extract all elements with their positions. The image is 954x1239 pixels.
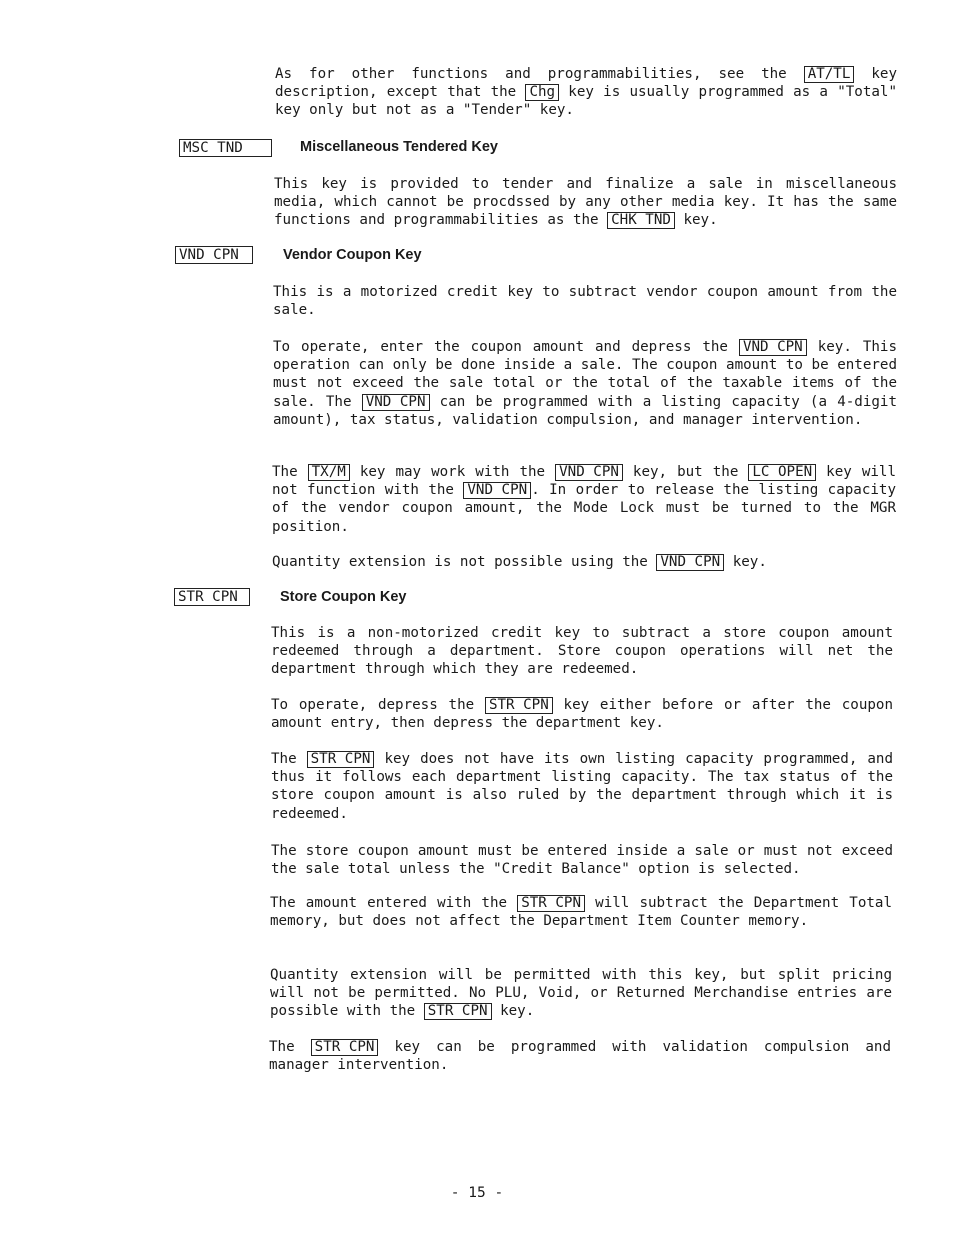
text: . In order to release the listing capacity of the vendor coupon amount, the Mode Lock must be turned to the MGR position.: [272, 482, 896, 535]
page-number: - 15 -: [450, 1185, 504, 1201]
text: key.: [491, 1003, 535, 1020]
text: key. This operation can only be done inside a sale. The coupon amount to be entered must not exceed the sale total or the total of the taxable items of the sale. The: [273, 339, 897, 410]
str-cpn-paragraph-4: The store coupon amount must be entered inside a sale or must not exceed the sale total unless the "Credit Balance" option is selected.: [271, 843, 893, 878]
str-cpn-paragraph-2: [271, 696, 893, 732]
text: The: [271, 751, 307, 767]
chk-tnd-key-label: CHK TND: [607, 212, 675, 229]
str-cpn-key-label: STR CPN: [517, 895, 585, 912]
vnd-cpn-key-label: VND CPN: [656, 554, 724, 571]
at-tl-key-label: AT/TL: [804, 66, 855, 83]
text: can be programmed with a listing capacity (a 4-digit amount), tax status, validation compulsion, and manager intervention.: [273, 393, 897, 428]
vnd-cpn-paragraph-1: This is a motorized credit key to subtract vendor coupon amount from the sale.: [273, 284, 897, 319]
text: Quantity extension will be permitted with this key, but split pricing will not be permitted. No PLU, Void, or Returned Merchandise entries are possible with the: [270, 967, 892, 1020]
vnd-cpn-paragraph-4: [272, 553, 896, 571]
text: To operate, enter the coupon amount and depress the: [273, 339, 739, 355]
text: key.: [724, 554, 767, 570]
text: Quantity extension is not possible using the: [272, 554, 657, 570]
text: will subtract the Department Total memory, but does not affect the Department Item Counter memory.: [270, 895, 892, 930]
msc-tnd-key-box: MSC TND: [179, 139, 272, 157]
str-cpn-paragraph-3: [271, 750, 893, 823]
str-cpn-key-box: STR CPN: [174, 588, 250, 606]
text: key can be programmed with validation compulsion and manager intervention.: [269, 1039, 891, 1074]
text: key description, except that the: [275, 66, 898, 101]
text: key is usually programmed as a "Total" key only but not as a "Tender" key.: [275, 84, 897, 119]
vnd-cpn-key-label: VND CPN: [463, 482, 531, 499]
msc-tnd-paragraph: [274, 175, 897, 230]
text: key may work with the: [349, 464, 556, 480]
intro-paragraph: [275, 65, 897, 120]
vnd-cpn-key-label: VND CPN: [362, 394, 430, 411]
str-cpn-key-label: STR CPN: [424, 1003, 492, 1020]
text: key does not have its own listing capacity programmed, and thus it follows each department listing capacity. The tax status of the store coupon amount is also ruled by the department through which it is redeemed.: [271, 751, 893, 822]
vnd-cpn-key-box: VND CPN: [175, 246, 253, 264]
text: To operate, depress the: [271, 697, 485, 713]
vnd-cpn-key-label: VND CPN: [555, 464, 623, 481]
text: The: [272, 464, 308, 480]
text: As for other functions and programmabilities, see the: [275, 66, 804, 82]
str-cpn-key-label: STR CPN: [311, 1039, 379, 1056]
str-cpn-paragraph-5: [270, 894, 892, 930]
str-cpn-paragraph-6: [270, 966, 892, 1021]
lc-open-key-label: LC OPEN: [748, 464, 816, 481]
str-cpn-key-label: STR CPN: [485, 697, 553, 714]
msc-tnd-heading: Miscellaneous Tendered Key: [300, 139, 498, 155]
text: key.: [674, 212, 718, 229]
str-cpn-paragraph-1: This is a non-motorized credit key to subtract a store coupon amount redeemed through a department. Store coupon operations will net the department through which they are redeemed.: [271, 625, 893, 678]
text: key will not function with the: [272, 464, 896, 499]
text: The amount entered with the: [270, 895, 518, 911]
str-cpn-heading: Store Coupon Key: [280, 589, 407, 605]
vnd-cpn-heading: Vendor Coupon Key: [283, 247, 422, 263]
text: key, but the: [622, 464, 749, 480]
chg-key-label: Chg: [525, 84, 559, 101]
vnd-cpn-key-label: VND CPN: [739, 339, 807, 356]
str-cpn-key-label: STR CPN: [307, 751, 375, 768]
tx-m-key-label: TX/M: [308, 464, 350, 481]
str-cpn-paragraph-7: [269, 1038, 891, 1074]
vnd-cpn-paragraph-3: [272, 463, 896, 536]
text: The: [269, 1039, 311, 1055]
text: key either before or after the coupon amount entry, then depress the department key.: [271, 697, 893, 732]
text: This key is provided to tender and finalize a sale in miscellaneous media, which cannot be procdssed by any other media key. It has the same functions and programmabilities as the: [274, 176, 897, 229]
vnd-cpn-paragraph-2: [273, 338, 897, 429]
